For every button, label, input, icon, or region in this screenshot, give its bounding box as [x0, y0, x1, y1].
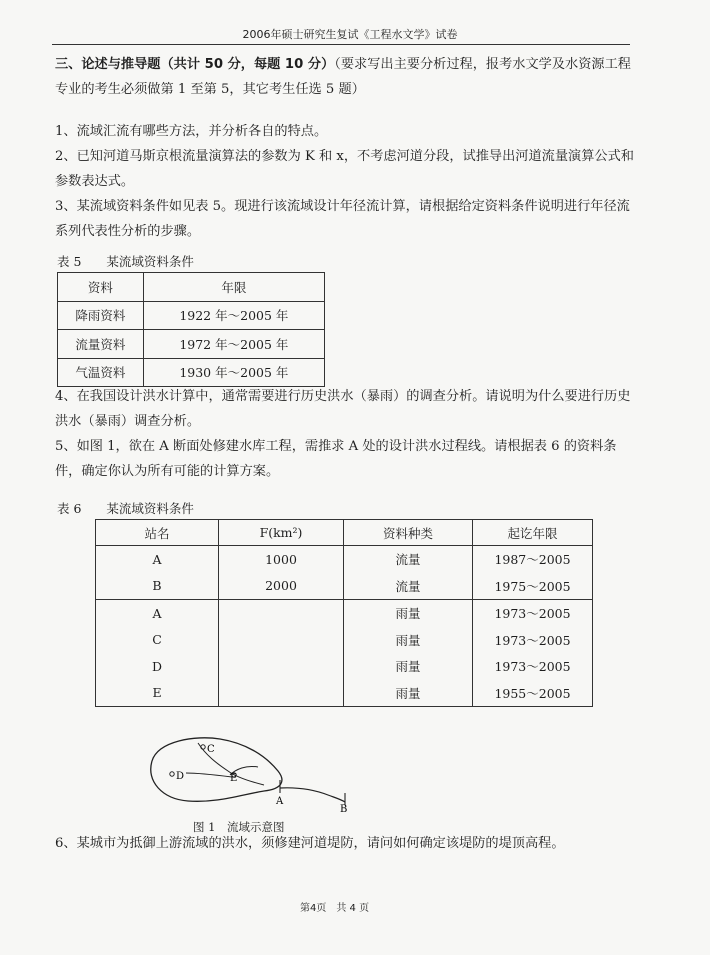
- page-footer: 第4页 共 4 页: [300, 903, 370, 914]
- question-2: 2、已知河道马斯京根流量演算法的参数为 K 和 x，不考虑河道分段，试推导出河道流量演算公式和参数表达式。: [55, 149, 634, 189]
- table-row: [96, 600, 593, 627]
- table6-cell: 1955～2005: [473, 680, 593, 707]
- table6-cell: 1000: [219, 546, 344, 573]
- table6-header: F(km²): [219, 520, 344, 546]
- table5-caption: 表 5 某流域资料条件: [57, 254, 194, 269]
- station-e-label: E: [230, 773, 238, 784]
- table6-cell: 雨量: [344, 627, 473, 654]
- table6-cell: 流量: [344, 573, 473, 600]
- table5-cell: 降雨资料: [58, 301, 144, 330]
- table6-cell: 1973～2005: [473, 600, 593, 627]
- table5-cell: 1922 年～2005 年: [143, 301, 324, 330]
- table-row: [96, 653, 593, 680]
- table6-cell: 2000: [219, 573, 344, 600]
- table6-cell: C: [96, 627, 219, 654]
- question-3: 3、某流域资料条件如见表 5。现进行该流域设计年径流计算，请根据给定资料条件说明进行年径流系列代表性分析的步骤。: [55, 199, 630, 239]
- table6-cell: 雨量: [344, 680, 473, 707]
- station-b-label: B: [340, 804, 348, 815]
- watershed-boundary: [151, 738, 282, 801]
- table6-cell: A: [96, 546, 219, 573]
- table-row: [96, 573, 593, 600]
- section-heading: [55, 52, 635, 102]
- station-c-label: C: [207, 744, 215, 755]
- table5-cell: 气温资料: [58, 358, 144, 387]
- section-title: 三、论述与推导题（共计 50 分，每题 10 分）: [55, 57, 335, 72]
- table6-cell: B: [96, 573, 219, 600]
- table6-caption: 表 6 某流域资料条件: [57, 501, 194, 516]
- table6-cell: 1975～2005: [473, 573, 593, 600]
- table-row: [58, 330, 325, 359]
- watershed-diagram: [140, 733, 370, 815]
- table6-header: 站名: [96, 520, 219, 546]
- table6-cell: A: [96, 600, 219, 627]
- table5-header: 资料: [58, 273, 144, 302]
- question-6: 6、某城市为抵御上游流域的洪水，须修建河道堤防，请问如何确定该堤防的堤顶高程。: [55, 836, 565, 851]
- table6-cell: [219, 600, 344, 627]
- table6-cell: 流量: [344, 546, 473, 573]
- question-5: 5、如图 1，欲在 A 断面处修建水库工程，需推求 A 处的设计洪水过程线。请根据表 6 的资料条件，确定你认为所有可能的计算方案。: [55, 439, 617, 479]
- table6-cell: 1973～2005: [473, 653, 593, 680]
- tributary-2: [186, 773, 232, 777]
- section-note: （要求写出主要分析过程，报考水文学及水资源工程专业的考生必须做第 1 至第 5，其它考生任选 5 题）: [55, 57, 631, 97]
- table5: [57, 272, 325, 387]
- table6-cell: E: [96, 680, 219, 707]
- figure-caption: 图 1 流域示意图: [193, 820, 285, 834]
- table5-cell: 流量资料: [58, 330, 144, 359]
- table-row: [96, 627, 593, 654]
- table5-cell: 1972 年～2005 年: [143, 330, 324, 359]
- table6-cell: [219, 627, 344, 654]
- table6-cell: 1987～2005: [473, 546, 593, 573]
- question-1: 1、流域汇流有哪些方法，并分析各自的特点。: [55, 124, 328, 139]
- header-rule: [52, 44, 630, 45]
- page-header: 2006年硕士研究生复试《工程水文学》试卷: [242, 28, 458, 41]
- station-d-marker: [170, 772, 174, 776]
- table5-header: 年限: [143, 273, 324, 302]
- table5-cell: 1930 年～2005 年: [143, 358, 324, 387]
- table6-cell: D: [96, 653, 219, 680]
- table6-header: 起讫年限: [473, 520, 593, 546]
- table-row: [58, 358, 325, 387]
- station-d-label: D: [176, 771, 185, 782]
- table-row: [58, 301, 325, 330]
- table6-cell: 雨量: [344, 653, 473, 680]
- question-4: 4、在我国设计洪水计算中，通常需要进行历史洪水（暴雨）的调查分析。请说明为什么要进行历史洪水（暴雨）调查分析。: [55, 389, 631, 429]
- table-row: [96, 546, 593, 573]
- table6-header: 资料种类: [344, 520, 473, 546]
- station-a-label: A: [276, 796, 284, 807]
- table6-cell: [219, 680, 344, 707]
- main-river: [280, 788, 345, 802]
- table-row: [96, 680, 593, 707]
- table6-cell: 雨量: [344, 600, 473, 627]
- table6-cell: [219, 653, 344, 680]
- table6-cell: 1973～2005: [473, 627, 593, 654]
- table6: [95, 519, 593, 707]
